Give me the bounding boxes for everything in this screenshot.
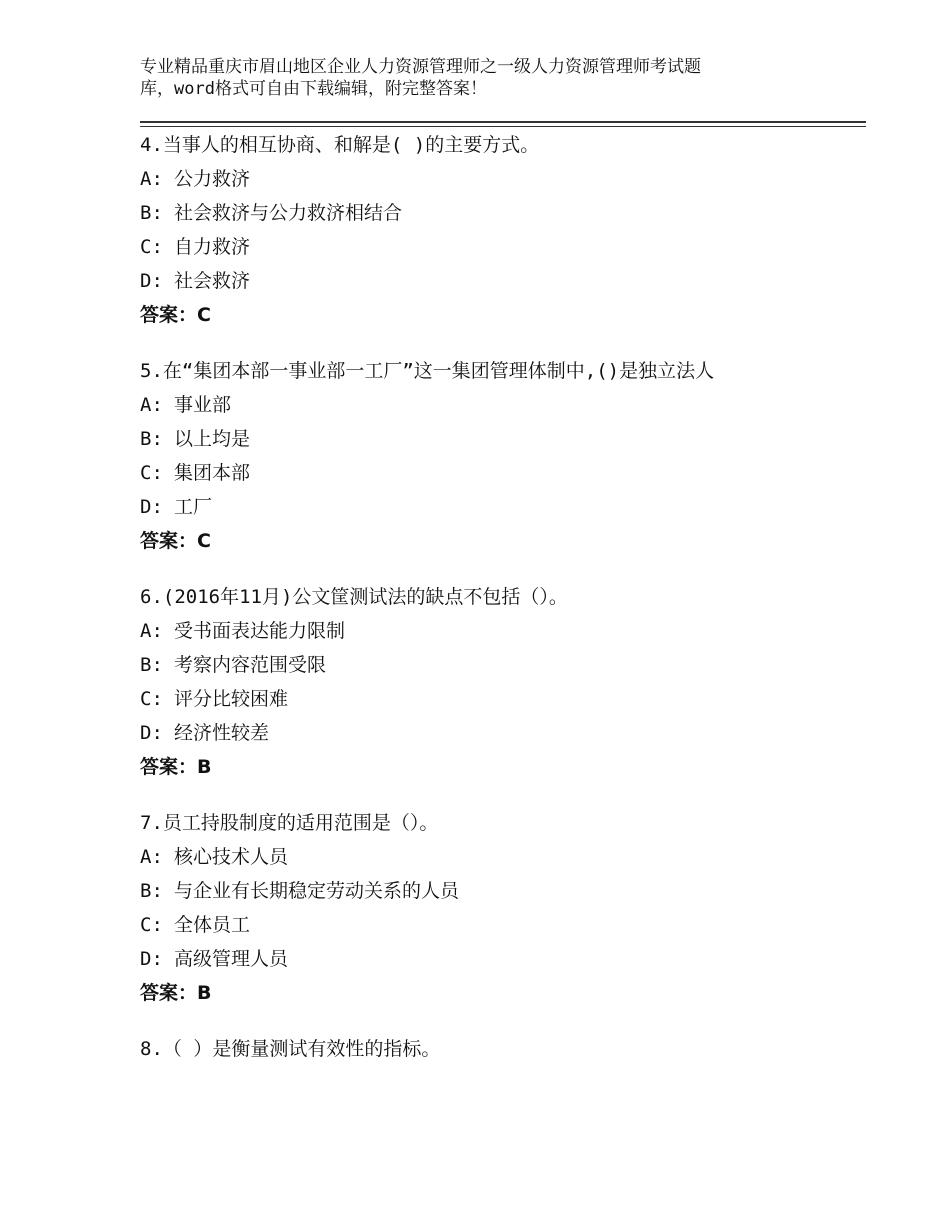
option-text: 集团本部 bbox=[174, 462, 251, 484]
header-title-line-2: 库，word格式可自由下载编辑，附完整答案！ bbox=[140, 79, 487, 99]
option-d bbox=[140, 942, 866, 976]
option-letter: A: bbox=[140, 394, 163, 416]
option-text: 自力救济 bbox=[174, 236, 251, 258]
option-letter: D: bbox=[140, 270, 163, 292]
option-letter: B: bbox=[140, 654, 163, 676]
question-6 bbox=[140, 580, 866, 784]
question-7 bbox=[140, 806, 866, 1010]
option-d bbox=[140, 490, 866, 524]
option-text: 考察内容范围受限 bbox=[174, 654, 327, 676]
option-b bbox=[140, 422, 866, 456]
option-letter: D: bbox=[140, 722, 163, 744]
answer-label: 答案：B bbox=[140, 756, 212, 778]
option-letter: C: bbox=[140, 914, 163, 936]
option-letter: A: bbox=[140, 168, 163, 190]
option-letter: C: bbox=[140, 462, 163, 484]
option-text: 经济性较差 bbox=[174, 722, 270, 744]
question-list bbox=[140, 128, 866, 1088]
option-a bbox=[140, 388, 866, 422]
option-letter: C: bbox=[140, 236, 163, 258]
answer-label: 答案：C bbox=[140, 530, 211, 552]
option-a bbox=[140, 840, 866, 874]
header-divider-thin bbox=[140, 126, 866, 127]
option-b bbox=[140, 874, 866, 908]
option-letter: A: bbox=[140, 620, 163, 642]
option-letter: D: bbox=[140, 496, 163, 518]
option-text: 事业部 bbox=[174, 394, 232, 416]
question-text: 7.员工持股制度的适用范围是（）。 bbox=[140, 812, 439, 834]
option-letter: B: bbox=[140, 880, 163, 902]
option-letter: B: bbox=[140, 428, 163, 450]
option-text: 受书面表达能力限制 bbox=[174, 620, 346, 642]
question-text: 8.（ ）是衡量测试有效性的指标。 bbox=[140, 1038, 441, 1060]
option-a bbox=[140, 162, 866, 196]
option-b bbox=[140, 196, 866, 230]
option-text: 工厂 bbox=[174, 496, 213, 518]
option-d bbox=[140, 264, 866, 298]
option-text: 高级管理人员 bbox=[174, 948, 289, 970]
option-text: 核心技术人员 bbox=[174, 846, 289, 868]
option-text: 社会救济与公力救济相结合 bbox=[174, 202, 403, 224]
option-c bbox=[140, 682, 866, 716]
option-letter: A: bbox=[140, 846, 163, 868]
option-a bbox=[140, 614, 866, 648]
option-letter: D: bbox=[140, 948, 163, 970]
question-text: 5.在“集团本部一事业部一工厂”这一集团管理体制中,()是独立法人 bbox=[140, 360, 715, 382]
option-letter: B: bbox=[140, 202, 163, 224]
header-title-line-1: 专业精品重庆市眉山地区企业人力资源管理师之一级人力资源管理师考试题 bbox=[140, 57, 701, 77]
answer-label: 答案：C bbox=[140, 304, 211, 326]
document-header bbox=[140, 56, 780, 100]
question-8 bbox=[140, 1032, 866, 1066]
option-c bbox=[140, 456, 866, 490]
option-text: 公力救济 bbox=[174, 168, 251, 190]
option-c bbox=[140, 908, 866, 942]
answer-label: 答案：B bbox=[140, 982, 212, 1004]
question-text: 4.当事人的相互协商、和解是( )的主要方式。 bbox=[140, 134, 540, 156]
option-text: 以上均是 bbox=[174, 428, 251, 450]
question-4 bbox=[140, 128, 866, 332]
option-d bbox=[140, 716, 866, 750]
option-text: 评分比较困难 bbox=[174, 688, 289, 710]
question-5 bbox=[140, 354, 866, 558]
header-divider-thick bbox=[140, 121, 866, 123]
option-letter: C: bbox=[140, 688, 163, 710]
option-text: 与企业有长期稳定劳动关系的人员 bbox=[174, 880, 460, 902]
question-text: 6.(2016年11月)公文筐测试法的缺点不包括（）。 bbox=[140, 586, 568, 608]
option-b bbox=[140, 648, 866, 682]
option-text: 全体员工 bbox=[174, 914, 251, 936]
option-text: 社会救济 bbox=[174, 270, 251, 292]
option-c bbox=[140, 230, 866, 264]
